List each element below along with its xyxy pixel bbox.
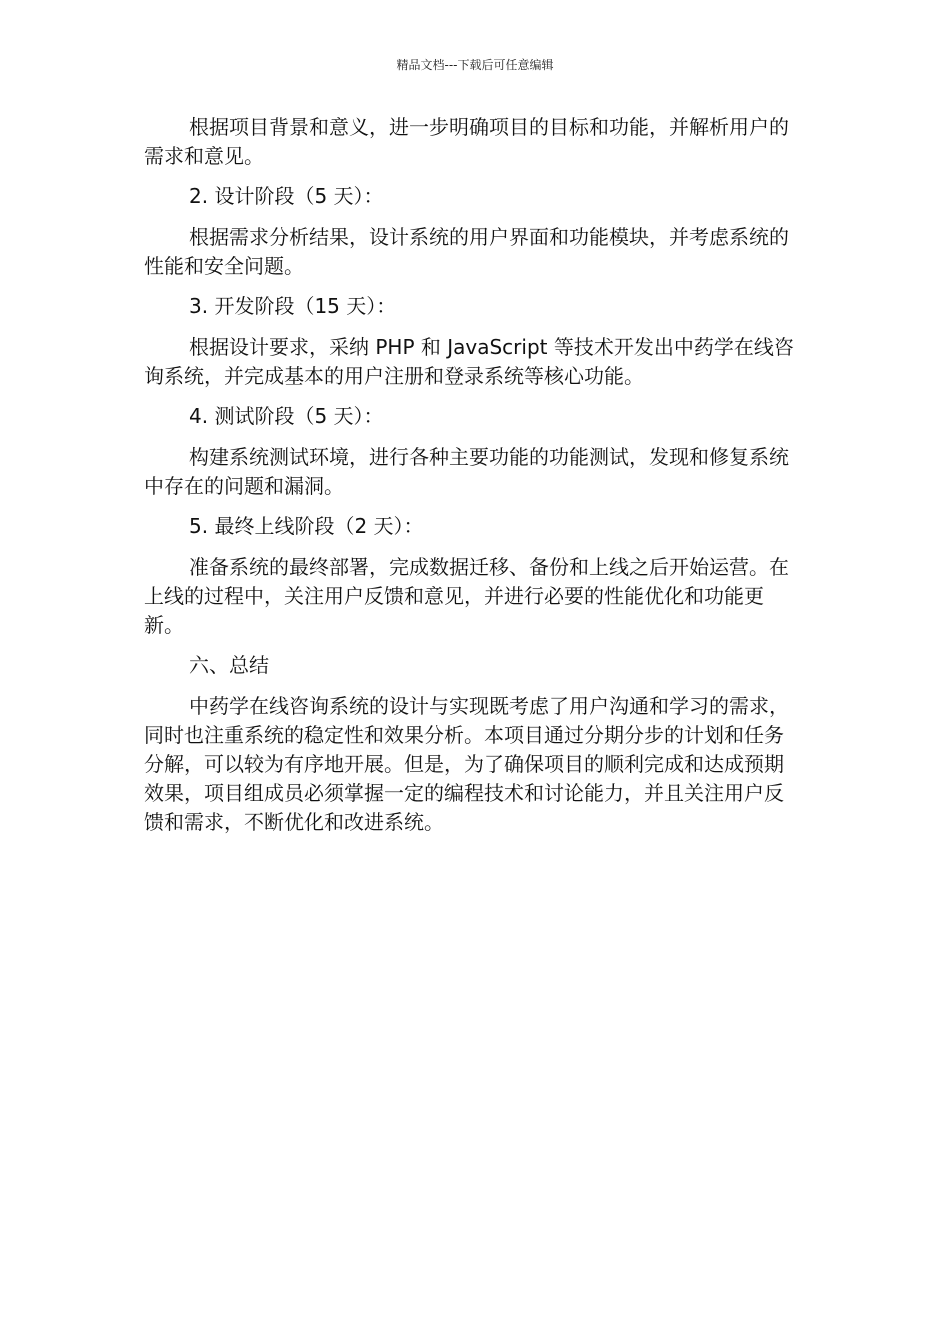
- paragraph-launch-detail: 准备系统的最终部署，完成数据迁移、备份和上线之后开始运营。在上线的过程中，关注用户反馈和意见，并进行必要的性能优化和功能更新。: [144, 555, 789, 637]
- paragraph-design-detail: 根据需求分析结果，设计系统的用户界面和功能模块，并考虑系统的性能和安全问题。: [144, 225, 789, 278]
- section-heading-development-phase: 3. 开发阶段（15 天）：: [189, 294, 397, 318]
- paragraph-requirements-detail: 根据项目背景和意义，进一步明确项目的目标和功能，并解析用户的需求和意见。: [144, 115, 789, 168]
- paragraph-development-detail: 根据设计要求，采纳 PHP 和 JavaScript 等技术开发出中药学在线咨询系统，并完成基本的用户注册和登录系统等核心功能。: [144, 335, 794, 388]
- document-body: [144, 113, 799, 848]
- page-header: 精品文档---下载后可任意编辑: [396, 58, 554, 72]
- paragraph-summary: 中药学在线咨询系统的设计与实现既考虑了用户沟通和学习的需求，同时也注重系统的稳定性和效果分析。本项目通过分期分步的计划和任务分解，可以较为有序地开展。但是，为了确保项目的顺利完成和达成预期效果，项目组成员必须掌握一定的编程技术和讨论能力，并且关注用户反馈和需求，不断优化和改进系统。: [144, 694, 789, 834]
- section-heading-launch-phase: 5. 最终上线阶段（2 天）：: [189, 514, 424, 538]
- section-heading-summary: 六、总结: [189, 653, 269, 677]
- paragraph-testing-detail: 构建系统测试环境，进行各种主要功能的功能测试，发现和修复系统中存在的问题和漏洞。: [144, 445, 789, 498]
- section-heading-testing-phase: 4. 测试阶段（5 天）：: [189, 404, 384, 428]
- section-heading-design-phase: 2. 设计阶段（5 天）：: [189, 184, 384, 208]
